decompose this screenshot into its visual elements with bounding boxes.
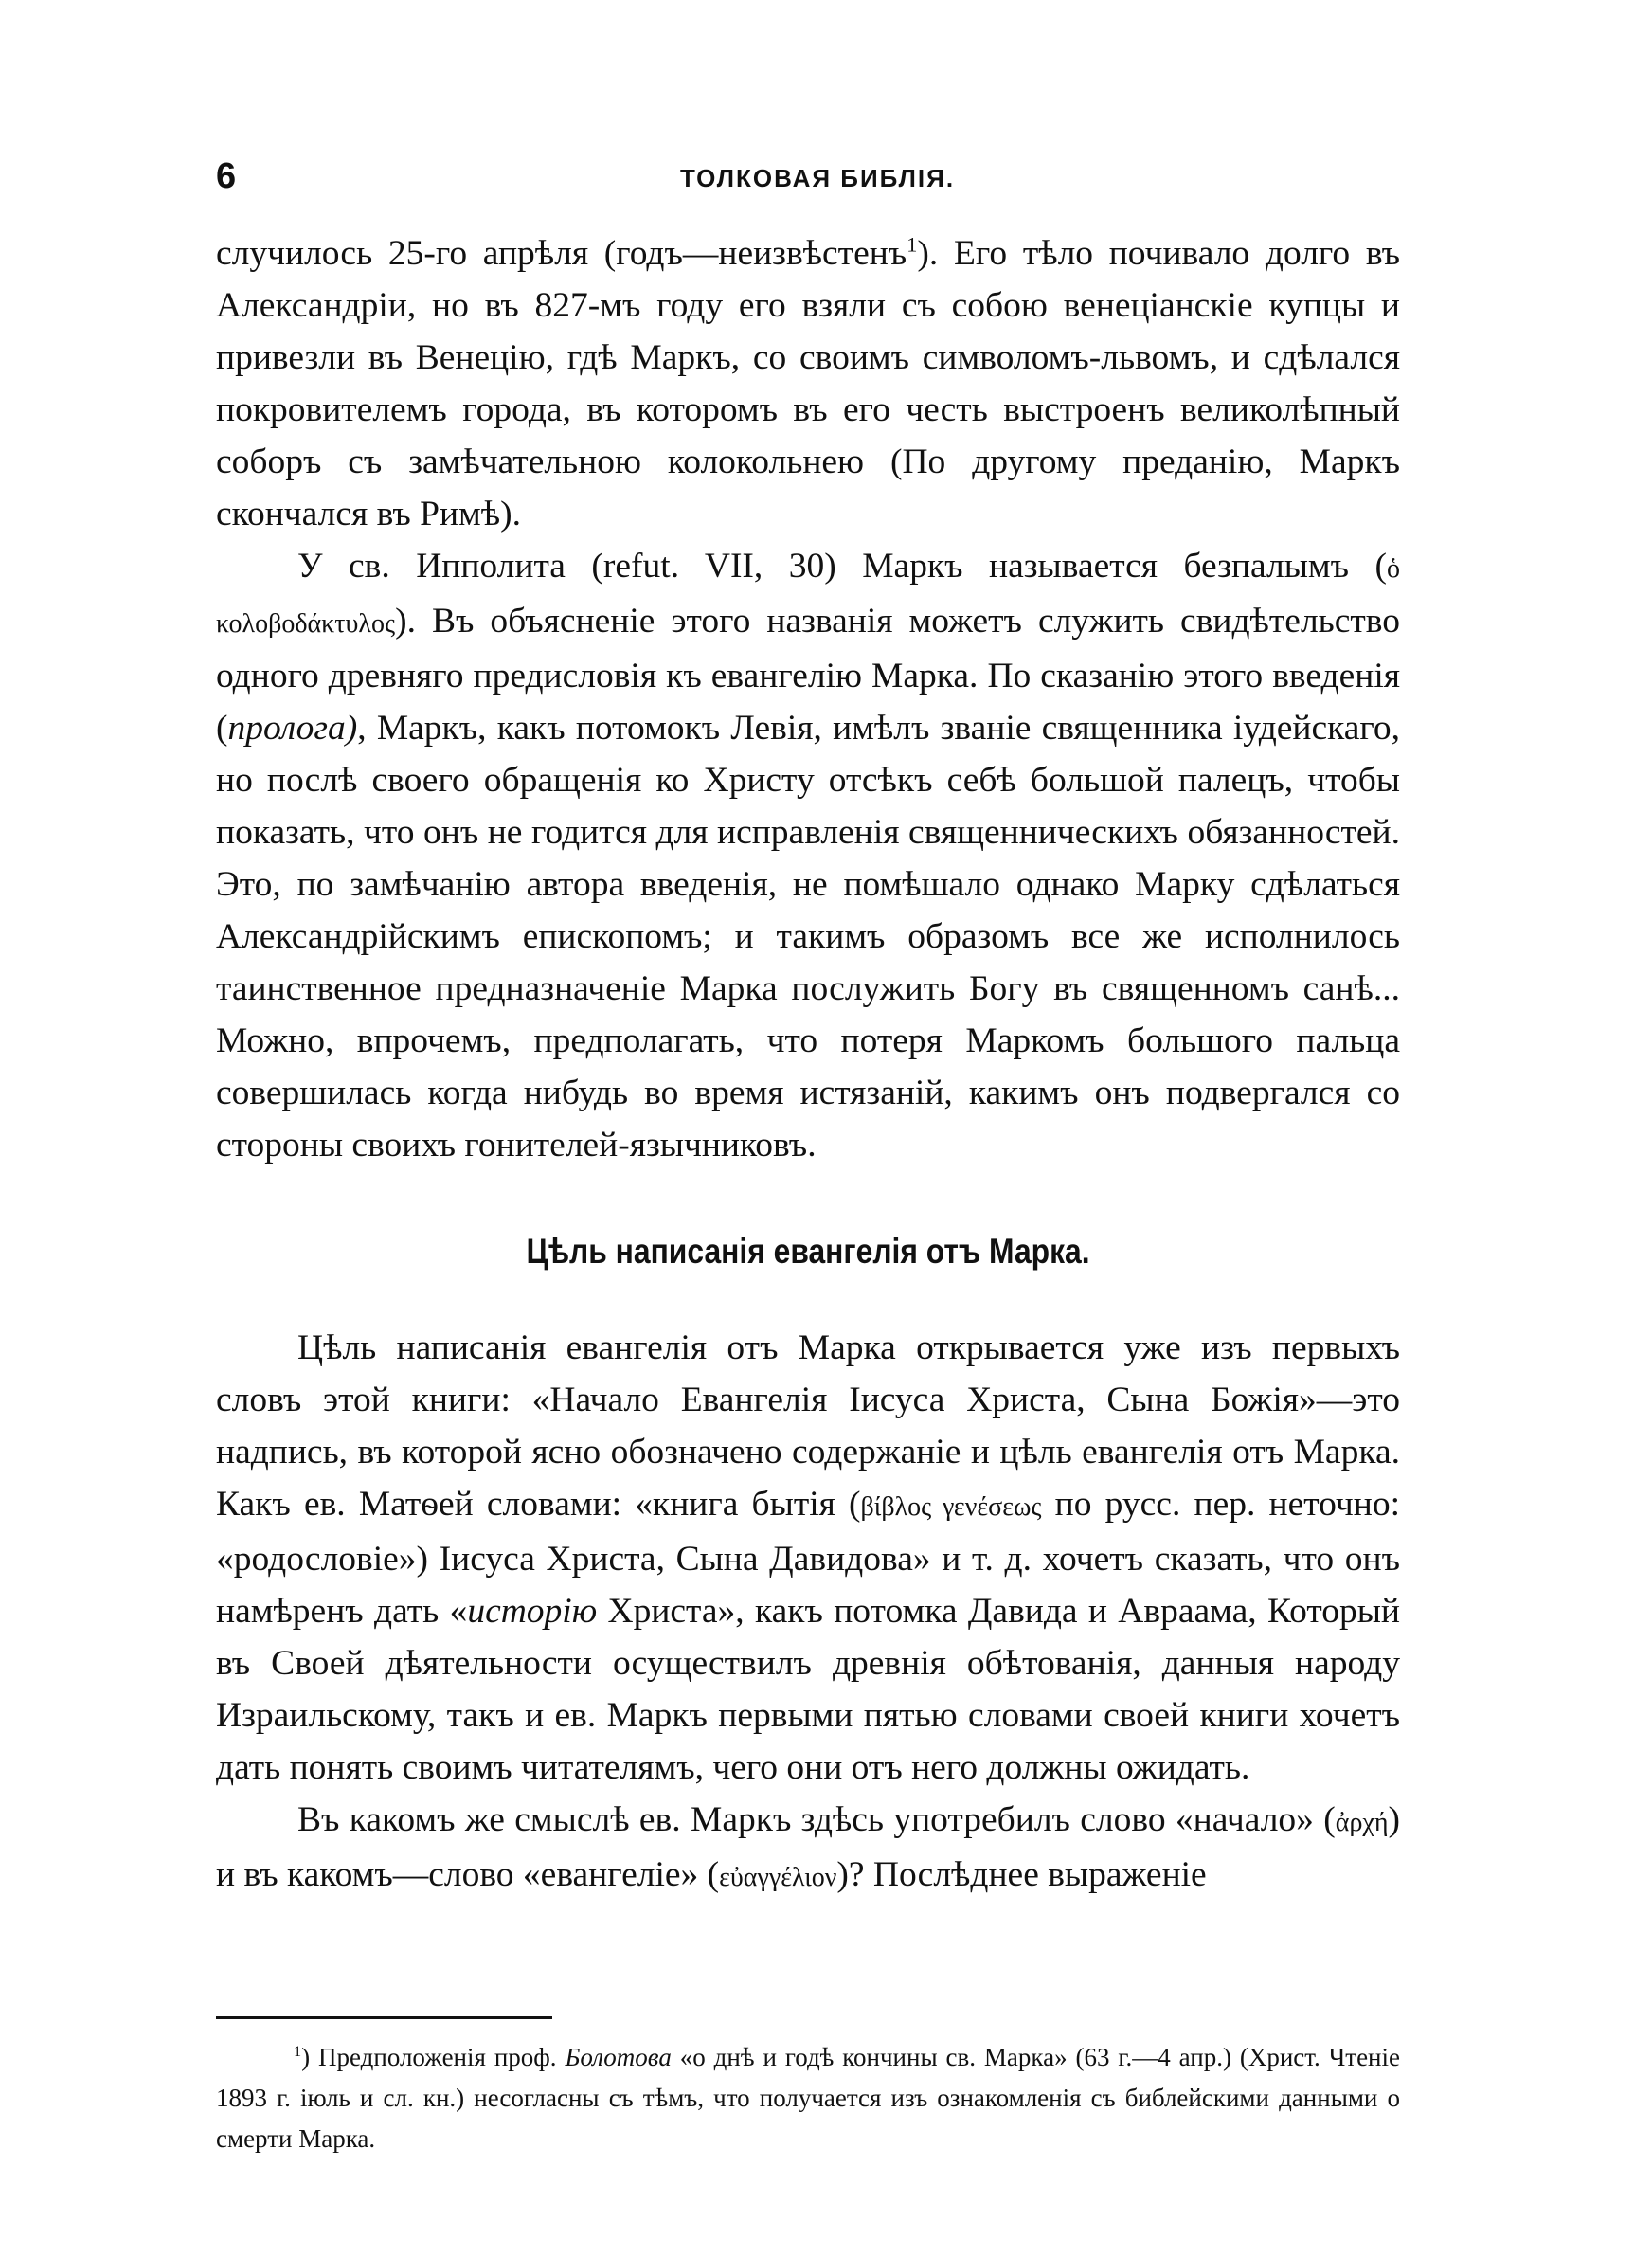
paragraph-3-text-c: Христа», какъ потомка Давида и Авраама, Который въ Своей дѣятельности осуществилъ древнія обѣтованія, данныя народу Израильскому, такъ и ев. Маркъ первыми пятью словами своей книги хочетъ дать понять своимъ читателямъ, чего они отъ него должны ожидать. bbox=[216, 1592, 1401, 1787]
section-heading: Цѣль написанія евангелія отъ Марка. bbox=[526, 1232, 1090, 1271]
page-header bbox=[216, 156, 1419, 204]
paragraph-3-text-b: по русс. пер. неточно: «родословіе») Іисуса Христа, Сына Давидова» и т. д. хочетъ сказать, что онъ намѣренъ дать « bbox=[216, 1485, 1400, 1631]
footnote-text-a: ) Предположенія проф. bbox=[301, 2043, 566, 2071]
footnote-marker: 1 bbox=[907, 232, 918, 257]
footnote-text bbox=[216, 2037, 1400, 2159]
greek-term: ἀρχή bbox=[1335, 1808, 1389, 1837]
section-2-text bbox=[216, 1322, 1400, 1904]
footnote-number: 1 bbox=[294, 2043, 302, 2060]
greek-term: εὐαγγέλιον bbox=[719, 1863, 837, 1892]
paragraph-3-text-a: Цѣль написанія евангелія отъ Марка открывается уже изъ первыхъ словъ этой книги: «Начало Евангелія Іисуса Христа, Сына Божія»—это надпись, въ которой ясно обозначено содержаніе и цѣль евангелія отъ Марка. Какъ ев. Матѳей словами: «книга бытія ( bbox=[216, 1328, 1400, 1524]
paragraph-4-text-c: )? Послѣднее выраженіе bbox=[836, 1855, 1207, 1894]
paragraph-2-text-a: У св. Ипполита (refut. VII, 30) Маркъ называется безпалымъ ( bbox=[297, 547, 1387, 586]
page-number: 6 bbox=[216, 156, 237, 196]
section-1-text bbox=[216, 227, 1400, 1171]
paragraph-2-text-c: , Маркъ, какъ потомокъ Левія, имѣлъ званіе священника іудейскаго, но послѣ своего обращенія ко Христу отсѣкъ себѣ большой палецъ, чтобы показать, что онъ не годится для исправленія священническихъ обязанностей. Это, по замѣчанію автора введенія, не помѣшало однако Марку сдѣлаться Александрійскимъ епископомъ; и такимъ образомъ все же исполнилось таинственное предназначеніе Марка послужить Богу въ священномъ санѣ... Можно, впрочемъ, предполагать, что потеря Маркомъ большого пальца совершилась когда нибудь во время истязаній, какимъ онъ подвергался со стороны своихъ гонителей-язычниковъ. bbox=[216, 709, 1400, 1165]
footnote-divider bbox=[216, 2016, 552, 2019]
footnote-text-b: «о днѣ и годѣ кончины св. Марка» (63 г.—4 апр.) (Христ. Чтеніе 1893 г. іюль и сл. кн.) несогласны съ тѣмъ, что получается изъ ознакомленія съ библейскими данными о смерти Марка. bbox=[216, 2043, 1400, 2153]
paragraph-4-text-b: ) и въ какомъ—слово «евангеліе» ( bbox=[216, 1800, 1400, 1894]
italic-term: исторію bbox=[467, 1592, 598, 1631]
paragraph-1 bbox=[216, 227, 1400, 540]
footnote-author: Болотова bbox=[565, 2043, 672, 2071]
footnote bbox=[216, 2037, 1400, 2159]
paragraph-1-rest: ). Его тѣло почивало долго въ Александріи, но въ 827-мъ году его взяли съ собою венеціанскіе купцы и привезли въ Венецію, гдѣ Маркъ, со своимъ символомъ-львомъ, и сдѣлался покровителемъ города, въ которомъ въ его честь выстроенъ великолѣпный соборъ съ замѣчательною колокольнею (По другому преданію, Маркъ скончался въ Римѣ). bbox=[216, 234, 1400, 533]
paragraph-3 bbox=[216, 1322, 1400, 1794]
greek-term: βίβλος γενέσεως bbox=[860, 1492, 1042, 1522]
greek-term: ὁ κολοβοδάκτυλος bbox=[216, 554, 1400, 639]
paragraph-4 bbox=[216, 1794, 1400, 1904]
paragraph-4-text-a: Въ какомъ же смыслѣ ев. Маркъ здѣсь употребилъ слово «начало» ( bbox=[297, 1800, 1336, 1839]
paragraph-2 bbox=[216, 540, 1400, 1171]
italic-term: пролога) bbox=[227, 709, 358, 748]
paragraph-1-text: случилось 25-го апрѣля (годъ—неизвѣстенъ bbox=[216, 234, 907, 273]
paragraph-2-text-b: ). Въ объясненіе этого названія можетъ служить свидѣтельство одного древняго предисловія къ евангелію Марка. По сказанію этого введенія ( bbox=[216, 602, 1400, 748]
running-head: ТОЛКОВАЯ БИБЛІЯ. bbox=[679, 164, 956, 192]
